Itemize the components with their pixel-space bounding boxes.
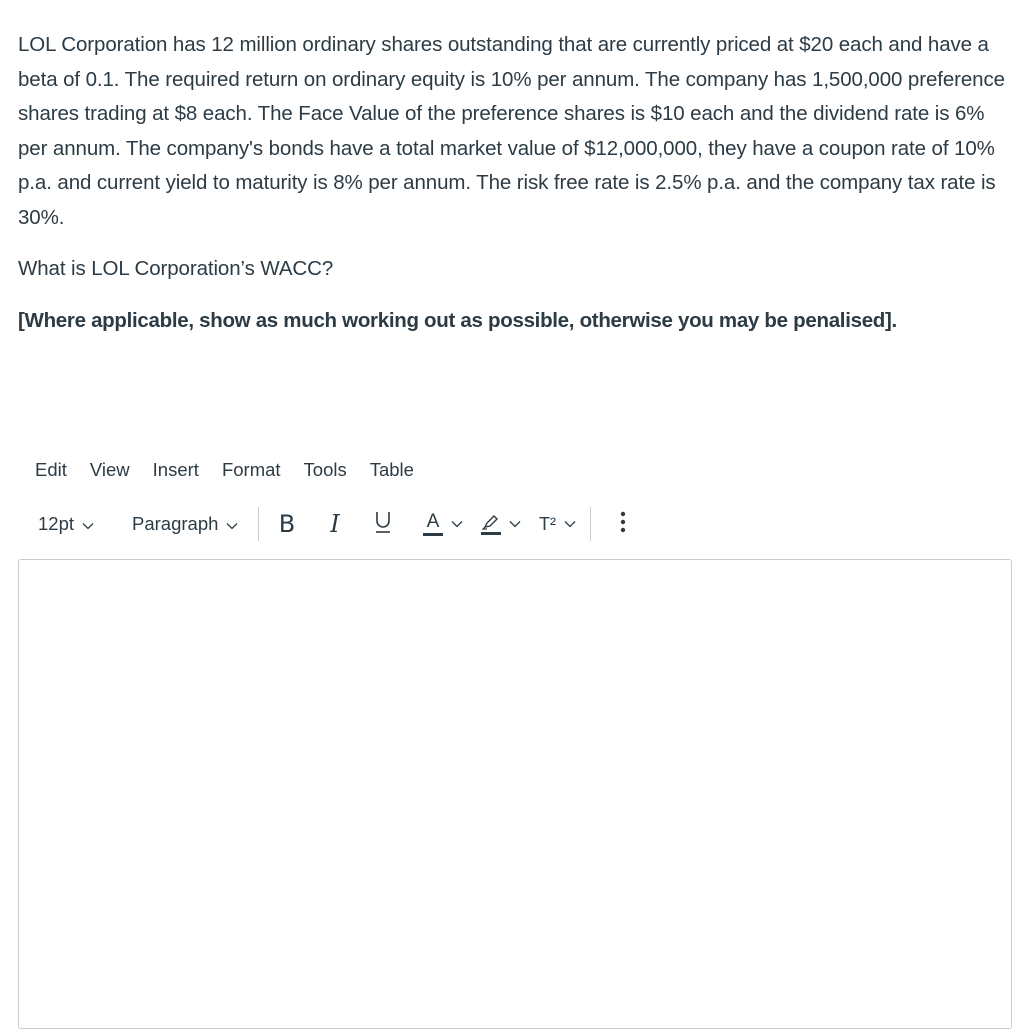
underline-icon [373, 509, 393, 540]
menu-format[interactable]: Format [221, 459, 281, 480]
editor-menubar [35, 455, 437, 485]
menu-tools[interactable]: Tools [303, 459, 347, 480]
question-ask: What is LOL Corporation’s WACC? [18, 256, 334, 280]
question-text [18, 28, 1018, 339]
italic-button[interactable] [321, 510, 349, 538]
chevron-down-icon [509, 515, 521, 533]
italic-icon: I [330, 510, 340, 538]
toolbar-divider [590, 507, 591, 541]
question-body: LOL Corporation has 12 million ordinary shares outstanding that are currently priced at $20 each and have a beta of 0.1. The required return on ordinary equity is 10% per annum. The company has 1,500,000 preference shares trading at $8 each. The Face Value of the preference shares is $10 each and the dividend rate is 6% per annum. The company's bonds have a total market value of $12,000,000, they have a coupon rate of 10% p.a. and current yield to maturity is 8% per annum. The risk free rate is 2.5% p.a. and the company tax rate is 30%. [18, 33, 1005, 229]
highlight-color-button[interactable] [481, 513, 521, 535]
menu-table[interactable]: Table [369, 459, 414, 480]
menu-view[interactable]: View [89, 459, 130, 480]
text-color-button[interactable] [423, 512, 463, 536]
more-options-button[interactable] [613, 510, 633, 539]
font-size-select[interactable] [38, 513, 108, 535]
menu-edit[interactable]: Edit [35, 459, 67, 480]
superscript-button[interactable] [539, 514, 576, 535]
chevron-down-icon [564, 515, 576, 533]
bold-button[interactable] [273, 510, 301, 538]
highlight-swatch [481, 532, 501, 535]
menu-insert[interactable]: Insert [152, 459, 199, 480]
chevron-down-icon [226, 513, 238, 535]
more-vertical-icon [620, 510, 626, 539]
text-color-icon: A [423, 512, 443, 536]
block-format-value: Paragraph [132, 513, 219, 534]
bold-icon: B [278, 510, 296, 538]
underline-button[interactable] [369, 509, 397, 540]
toolbar-divider [258, 507, 259, 541]
chevron-down-icon [451, 515, 463, 533]
superscript-icon: T² [539, 513, 556, 534]
highlight-pen-icon [481, 513, 501, 535]
editor-toolbar [38, 505, 633, 543]
rich-text-editor[interactable] [18, 559, 1012, 1029]
chevron-down-icon [82, 513, 94, 535]
font-size-value: 12pt [38, 513, 75, 534]
block-format-select[interactable] [132, 513, 244, 535]
question-note: [Where applicable, show as much working out as possible, otherwise you may be penalised]. [18, 309, 897, 333]
text-color-swatch [423, 533, 443, 536]
